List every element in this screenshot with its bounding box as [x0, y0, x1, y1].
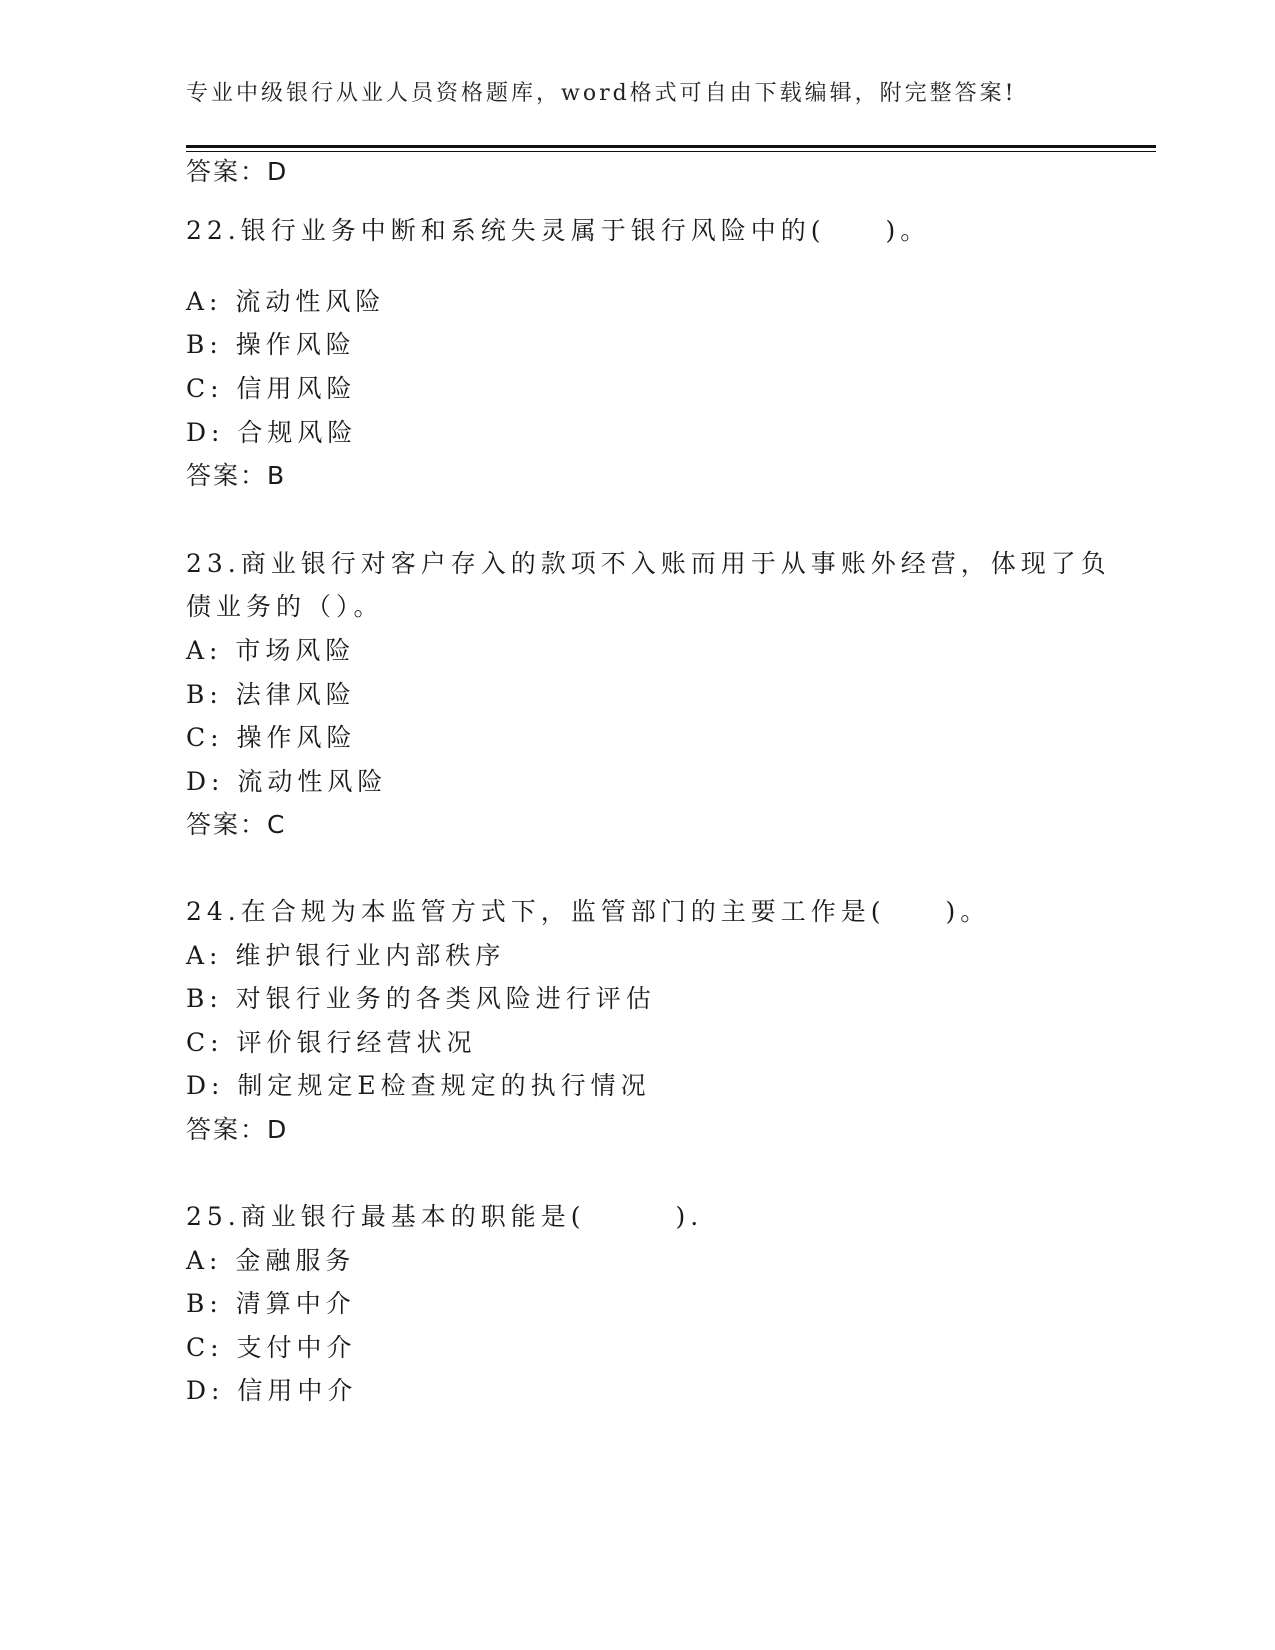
option-22-a: A: 流动性风险	[186, 287, 386, 316]
question-22: 22.银行业务中断和系统失灵属于银行风险中的( )。	[186, 216, 931, 245]
option-24-d: D: 制定规定E检查规定的执行情况	[186, 1071, 651, 1100]
question-25: 25.商业银行最基本的职能是( ).	[186, 1202, 704, 1231]
option-22-d: D: 合规风险	[186, 418, 358, 447]
answer-23: 答案：C	[186, 810, 287, 839]
option-24-a: A: 维护银行业内部秩序	[186, 941, 506, 970]
option-22-c: C: 信用风险	[186, 374, 357, 403]
answer-24: 答案：D	[186, 1115, 289, 1144]
option-22-b: B: 操作风险	[186, 330, 356, 359]
answer-22: 答案：B	[186, 461, 287, 490]
option-25-c: C: 支付中介	[186, 1333, 357, 1362]
option-25-d: D: 信用中介	[186, 1376, 358, 1405]
option-25-b: B: 清算中介	[186, 1289, 356, 1318]
option-23-a: A: 市场风险	[186, 636, 356, 665]
option-23-d: D: 流动性风险	[186, 767, 388, 796]
question-23-line2: 债业务的（）。	[186, 592, 384, 621]
answer-21: 答案：D	[186, 157, 289, 186]
option-24-b: B: 对银行业务的各类风险进行评估	[186, 984, 656, 1013]
header-rule-thick	[186, 145, 1156, 148]
question-23-line1: 23.商业银行对客户存入的款项不入账而用于从事账外经营，体现了负	[186, 549, 1111, 578]
option-23-b: B: 法律风险	[186, 680, 356, 709]
option-24-c: C: 评价银行经营状况	[186, 1028, 477, 1057]
header-rule-thin	[186, 151, 1156, 152]
page-header: 专业中级银行从业人员资格题库，word格式可自由下载编辑，附完整答案!	[186, 81, 1017, 106]
option-25-a: A: 金融服务	[186, 1246, 356, 1275]
option-23-c: C: 操作风险	[186, 723, 357, 752]
question-24: 24.在合规为本监管方式下，监管部门的主要工作是( )。	[186, 897, 991, 926]
